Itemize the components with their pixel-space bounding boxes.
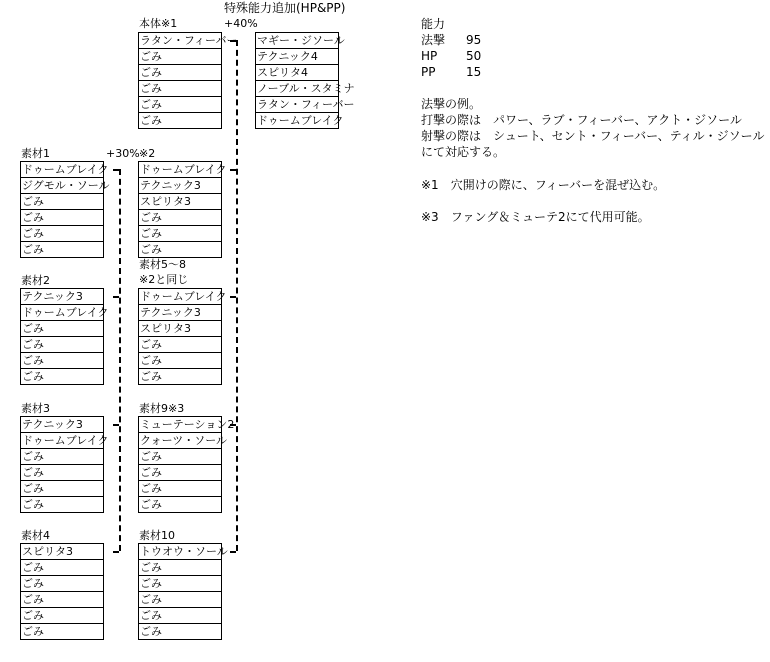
material-5-8-item: ドゥームブレイク	[140, 290, 227, 303]
connector-tick	[113, 551, 119, 553]
material-note2-item: スピリタ3	[139, 194, 221, 210]
diagram-title: 特殊能力追加(HP&PP)	[224, 1, 346, 15]
material-10-item: トウオウ・ソール	[140, 545, 228, 558]
material-1-item: ジグモル・ソール	[22, 179, 110, 192]
connector-tick	[230, 296, 236, 298]
material-5-8-box	[138, 288, 227, 385]
connector-tick	[230, 424, 236, 426]
stat-value: 50	[466, 49, 482, 63]
material-2-item: ごみ	[21, 353, 103, 369]
material-2-item: ごみ	[21, 337, 103, 353]
material-10-item: ごみ	[140, 625, 162, 638]
material-9-item: クォーツ・ソール	[140, 434, 228, 447]
main-item-3: ごみ	[139, 65, 221, 81]
material-3-item: ごみ	[21, 465, 103, 481]
note-1: ※1 穴開けの際に、フィーバーを混ぜ込む。	[421, 178, 666, 192]
main-item-5: ごみ	[139, 97, 221, 113]
material-5-8-sublabel: ※2と同じ	[139, 273, 189, 286]
material-3-box	[20, 416, 109, 513]
main-item-4: ごみ	[139, 81, 221, 97]
material-3-item: ごみ	[21, 449, 103, 465]
main-item-2: ごみ	[139, 49, 221, 65]
stat-value: 15	[466, 65, 482, 79]
connector-tick	[230, 40, 236, 42]
material-5-8-item: ごみ	[139, 353, 221, 369]
result-item-2: テクニック4	[256, 49, 338, 65]
example-line: 射撃の際は シュート、セント・フィーバー、ティル・ジソール	[421, 129, 765, 143]
material-4-item: ごみ	[21, 560, 103, 576]
material-1-item: ごみ	[22, 243, 44, 256]
material-5-8-item: テクニック3	[139, 305, 221, 321]
stat-row	[421, 64, 481, 80]
material-10-item: ごみ	[139, 608, 221, 624]
material-4-item: ごみ	[21, 576, 103, 592]
material-note2-box	[138, 161, 227, 258]
connector-tick	[113, 296, 119, 298]
stat-name: 法撃	[421, 33, 446, 47]
material-3-item: ごみ	[22, 498, 44, 511]
material-1-box	[20, 161, 110, 258]
example-title: 法撃の例。	[421, 97, 482, 111]
stat-name: PP	[421, 65, 436, 79]
result-item-4: ノーブル・スタミナ	[257, 82, 355, 95]
main-box	[138, 32, 238, 129]
stat-name: HP	[421, 49, 438, 63]
material-4-label: 素材4	[21, 529, 50, 542]
material-10-label: 素材10	[139, 529, 175, 542]
bonus-right-label: +40%	[224, 17, 258, 30]
material-2-item: ごみ	[21, 321, 103, 337]
material-3-item: ごみ	[21, 481, 103, 497]
material-4-item: ごみ	[21, 592, 103, 608]
material-10-item: ごみ	[139, 560, 221, 576]
connector-tick	[230, 551, 236, 553]
connector-tick	[113, 424, 119, 426]
material-1-item: ごみ	[21, 210, 103, 226]
material-1-item: ドゥームブレイク	[22, 163, 109, 176]
main-box-label: 本体※1	[139, 17, 178, 30]
result-item-6: ドゥームブレイク	[257, 114, 344, 127]
material-2-item: ドゥームブレイク	[22, 306, 109, 319]
main-item-6: ごみ	[140, 114, 162, 127]
connector-line-right	[236, 40, 238, 551]
material-note2-item: ごみ	[139, 210, 221, 226]
material-4-item: ごみ	[22, 625, 44, 638]
result-item-3: スピリタ4	[256, 65, 338, 81]
result-item-5: ラタン・フィーバー	[257, 98, 355, 111]
material-3-item: ドゥームブレイク	[22, 434, 109, 447]
material-note2-item: ドゥームブレイク	[140, 163, 227, 176]
material-4-item: スピリタ3	[21, 544, 103, 560]
material-10-item: ごみ	[139, 592, 221, 608]
material-9-item: ごみ	[139, 449, 221, 465]
ability-heading: 能力	[421, 17, 446, 31]
note-3: ※3 ファング＆ミューテ2にて代用可能。	[421, 210, 650, 224]
material-5-8-item: ごみ	[139, 337, 221, 353]
material-5-8-item: スピリタ3	[139, 321, 221, 337]
stat-value: 95	[466, 33, 482, 47]
material-5-8-item: ごみ	[140, 370, 162, 383]
stat-row	[421, 48, 481, 64]
material-3-label: 素材3	[21, 402, 50, 415]
main-item-1: ラタン・フィーバー	[140, 34, 238, 47]
material-4-item: ごみ	[21, 608, 103, 624]
result-item-1: マギー・ジソール	[257, 34, 345, 47]
material-note2-item: ごみ	[140, 243, 162, 256]
material-note2-label: ※2	[139, 147, 156, 160]
material-5-8-label: 素材5～8	[139, 258, 186, 271]
connector-tick	[230, 169, 236, 171]
material-1-item: ごみ	[21, 194, 103, 210]
material-9-item: ミューテーション2	[140, 418, 235, 431]
material-1-label: 素材1	[21, 147, 50, 160]
material-2-item: ごみ	[22, 370, 44, 383]
material-2-item: テクニック3	[21, 289, 103, 305]
result-box	[255, 32, 355, 129]
stat-row	[421, 32, 481, 48]
material-3-item: テクニック3	[21, 417, 103, 433]
material-2-box	[20, 288, 109, 385]
material-9-label: 素材9※3	[139, 402, 185, 415]
material-2-label: 素材2	[21, 274, 50, 287]
material-10-item: ごみ	[139, 576, 221, 592]
material-9-item: ごみ	[139, 465, 221, 481]
material-note2-item: ごみ	[139, 226, 221, 242]
material-1-item: ごみ	[21, 226, 103, 242]
material-9-box	[138, 416, 235, 513]
material-note2-item: テクニック3	[139, 178, 221, 194]
example-line: 打撃の際は パワー、ラブ・フィーバー、アクト・ジソール	[421, 113, 742, 127]
connector-line-left	[119, 169, 121, 551]
example-line: にて対応する。	[421, 145, 506, 159]
material-4-box	[20, 543, 104, 640]
material-9-item: ごみ	[139, 481, 221, 497]
material-9-item: ごみ	[140, 498, 162, 511]
material-10-box	[138, 543, 228, 640]
bonus-left-label: +30%	[106, 147, 140, 160]
